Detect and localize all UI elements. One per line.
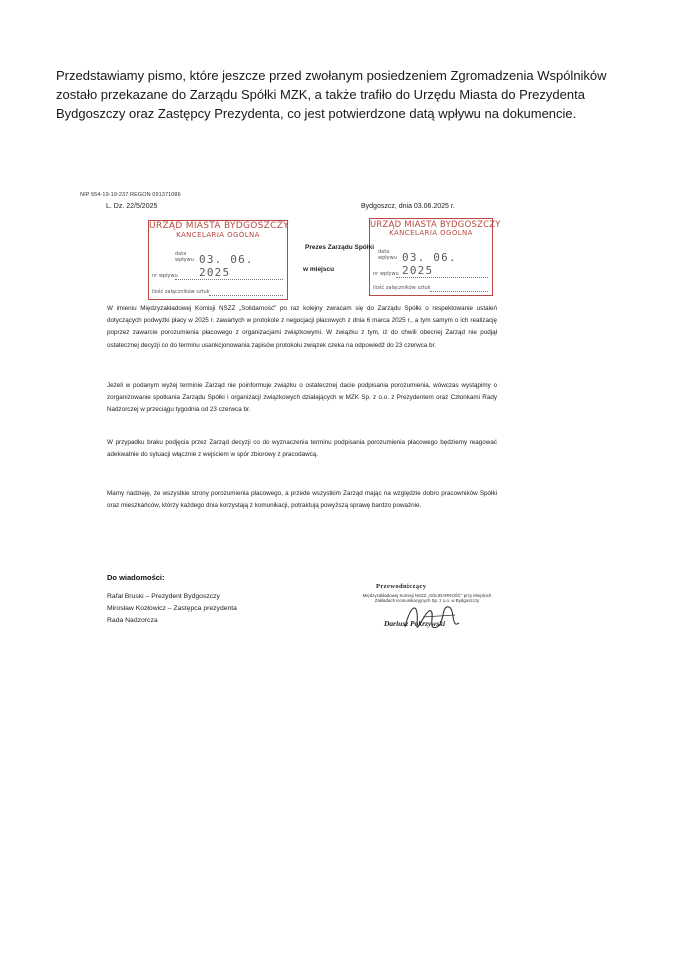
- stamp-count-line: [209, 295, 283, 296]
- letter-paragraph-2: Jeżeli w podanym wyżej terminie Zarząd nie poinformuje związku o ostatecznej dacie podpisania porozumienia, wówczas wystąpimy o zorganizowanie spotkania Zarządu Spółki i organizacji związkowych działających w MZK Sp. z o.o. z Prezydentem oraz Członkami Rady Nadzorczej w przeciągu tygodnia od 23 czerwca br.: [107, 382, 497, 414]
- stamp-date: 03. 06. 2025: [402, 251, 457, 277]
- signatory-name: Dariusz Pokrzywski: [384, 619, 446, 628]
- nip-regon: NIP 554-19-19-237 REGON 091371086: [80, 192, 181, 198]
- stamp-title: URZĄD MIASTA BYDGOSZCZY: [149, 221, 289, 231]
- stamp-subtitle: KANCELARIA OGÓLNA: [389, 229, 473, 237]
- addressee-location: w miejscu: [303, 266, 335, 273]
- letter-paragraph-3: W przypadku braku podjęcia przez Zarząd decyzji co do wyznaczenia terminu podpisania porozumienia płacowego będziemy reagować adekwatnie do sytuacji włącznie z wejściem w spór zbiorowy z pracodawcą.: [107, 439, 497, 459]
- stamp-subtitle: KANCELARIA OGÓLNA: [176, 231, 260, 239]
- stamp-nr-line: [175, 279, 283, 280]
- stamp-count-label: ilość załączników sztuk: [373, 285, 431, 291]
- cc-recipient: Rafał Bruski – Prezydent Bydgoszczy: [107, 593, 220, 600]
- place-and-date: Bydgoszcz, dnia 03.06.2025 r.: [361, 203, 455, 210]
- stamp-nr-label: nr wpływu: [373, 271, 399, 277]
- letter-paragraph-1: W imieniu Międzyzakładowej Komisji NSZZ „Solidarność" po raz kolejny zwracam się do Zarządu Spółki o respektowanie ustaleń dotyczących podwyżki płacy w 2025 r. zawartych w protokole z negocjacji płacowych z dnia 6 marca 2025 r., a tym samym o ich realizację poprzez zawarcie porozumienia płacowego z organizacjami związkowymi. W związku z tym, iż do chwili obecnej Zarząd nie podjął ostatecznej decyzji co do terminu usankcjonowania zapisów protokołu związek czeka na odpowiedź do 23 czerwca br.: [107, 305, 497, 349]
- cc-heading: Do wiadomości:: [107, 573, 165, 582]
- cc-recipient: Mirosław Kozłowicz – Zastępca prezydenta: [107, 605, 237, 612]
- receipt-stamp-left: [148, 220, 288, 300]
- stamp-nr-label: nr wpływu: [152, 273, 178, 279]
- signature-block: [352, 583, 502, 639]
- stamp-title: URZĄD MIASTA BYDGOSZCZY: [370, 219, 501, 229]
- letter-paragraph-4: Mamy nadzieję, że wszystkie strony porozumienia płacowego, a przede wszystkim Zarząd mając na względzie dobro pracowników Spółki oraz mieszkańców, którzy każdego dnia korzystają z komunikacji, potraktują powyższą sprawę bardzo poważnie.: [107, 490, 497, 510]
- addressee: Prezes Zarządu Spółki: [305, 244, 374, 251]
- stamp-count-label: ilość załączników sztuk: [152, 289, 210, 295]
- handwritten-signature-icon: [397, 597, 467, 637]
- cc-list: [107, 591, 237, 627]
- cc-recipient: Rada Nadzorcza: [107, 617, 158, 624]
- stamp-date: 03. 06. 2025: [199, 253, 254, 279]
- stamp-nr-line: [396, 277, 488, 278]
- receipt-stamp-right: [369, 218, 501, 296]
- signatory-role: Przewodniczący: [376, 583, 427, 590]
- reference-number: L. Dz. 22/5/2025: [106, 203, 158, 210]
- signatory-organization: Międzyzakładowej Komisji NSZZ „SOLIDARNOŚĆ" przy Miejskich Zakładach Komunikacyjnych Sp. z o.o. w Bydgoszczy: [362, 593, 492, 604]
- stamp-count-line: [430, 291, 488, 292]
- stamp-date-label: data wpływu: [175, 251, 194, 263]
- stamp-date-label: data wpływu: [378, 249, 397, 261]
- intro-paragraph: Przedstawiamy pismo, które jeszcze przed zwołanym posiedzeniem Zgromadzenia Wspólników zostało przekazane do Zarządu Spółki MZK, a także trafiło do Urzędu Miasta do Prezydenta Bydgoszczy oraz Zastępcy Prezydenta, co jest potwierdzone datą wpływu na dokumencie.: [56, 68, 607, 121]
